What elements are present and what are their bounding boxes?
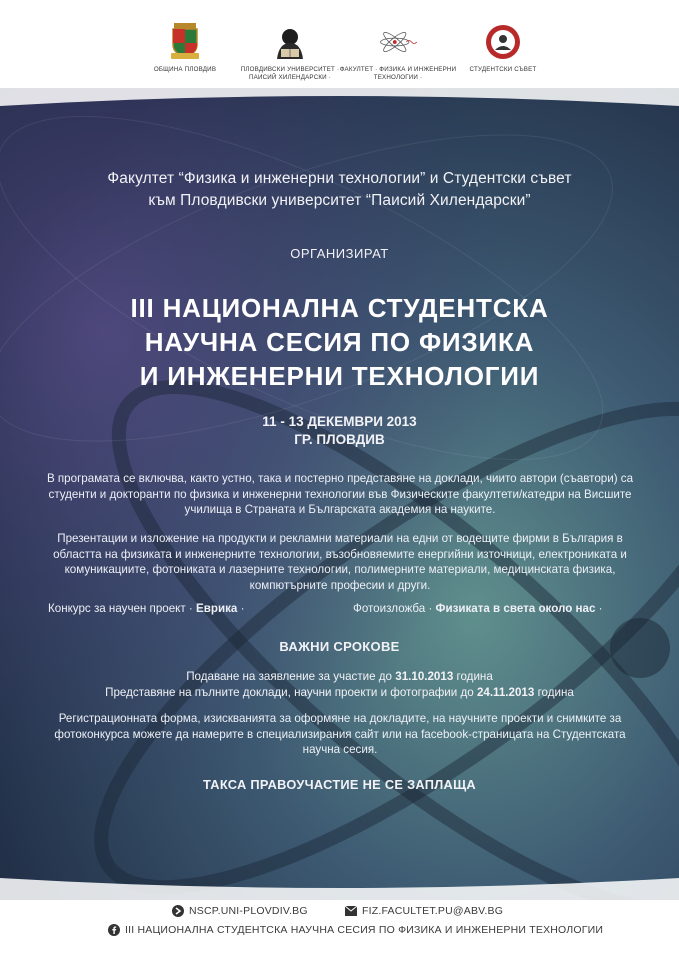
event-dates: [0, 413, 679, 449]
logo-caption: ОБЩИНА ПЛОВДИВ: [153, 66, 217, 73]
title-line1: III НАЦИОНАЛНА СТУДЕНТСКА: [130, 293, 549, 323]
footer: [0, 900, 679, 960]
envelope-icon: [345, 905, 357, 917]
deadlines: [0, 669, 679, 701]
organizers: [0, 168, 679, 212]
university-seal-icon: [270, 22, 310, 62]
header: [0, 0, 679, 100]
deadline-date-2: 24.11.2013: [476, 686, 535, 699]
title-line2: НАУЧНА СЕСИЯ ПО ФИЗИКА: [144, 327, 535, 357]
photo-name: Физиката в света около нас: [435, 602, 596, 615]
student-council-icon: [483, 22, 523, 62]
contest-prefix: Конкурс за научен проект ·: [48, 602, 193, 615]
facebook-text: III НАЦИОНАЛНА СТУДЕНТСКА НАУЧНА СЕСИЯ ПО ФИЗИКА И ИНЖЕНЕРНИ ТЕХНОЛОГИИ: [125, 924, 604, 936]
dates-line1: 11 - 13 ДЕКЕМВРИ 2013: [262, 414, 417, 429]
logo-caption: ПЛОВДИВСКИ УНИВЕРСИТЕТ · ПАИСИЙ ХИЛЕНДАРСКИ ·: [240, 66, 340, 81]
program-paragraph-1: В програмата се включва, както устно, така и постерно представяне на доклади, чиито автори (съавтори) са студенти и докторанти по физика и инженерни технологии във Физическите факултети/катедри на Висшите училища в Страната и Българската академия на науките.: [46, 472, 634, 516]
contest-name: Еврика: [196, 602, 238, 615]
arrow-circle-icon: [172, 905, 184, 917]
email-text: FIZ.FACULTET.PU@ABV.BG: [362, 905, 504, 917]
dates-line2: ГР. ПЛОВДИВ: [294, 432, 385, 447]
email-link[interactable]: [345, 905, 503, 917]
logo-faculty: [338, 22, 458, 82]
logo-university: [230, 22, 350, 82]
logo-municipality: [125, 22, 245, 74]
organizers-line2: към Пловдивски университет “Паисий Хилендарски”: [148, 192, 531, 209]
registration-info: Регистрационната форма, изискванията за оформяне на докладите, на научните проекти и снимките за фотоконкурса можете да намерите в специализирания сайт или на facebook-страницата на Студентската научна сесия.: [54, 712, 626, 756]
deadline-date-1: 31.10.2013: [395, 670, 454, 683]
photo-prefix: Фотоизложба ·: [353, 602, 433, 615]
logo-caption: ФАКУЛТЕТ · ФИЗИКА И ИНЖЕНЕРНИ ТЕХНОЛОГИИ ·: [339, 66, 457, 81]
logo-student-council: [443, 22, 563, 74]
poster: [0, 88, 679, 900]
deadline-line2: Представяне на пълните доклади, научни проекти и фотографии до 24.11.2013 година: [105, 686, 574, 699]
atom-icon: [378, 22, 418, 62]
facebook-link[interactable]: [108, 924, 603, 936]
organize-label: ОРГАНИЗИРАТ: [290, 246, 389, 261]
deadline-line1: Подаване на заявление за участие до 31.10.2013 година: [186, 670, 493, 683]
contest-project: [48, 602, 244, 615]
title-line3: И ИНЖЕНЕРНИ ТЕХНОЛОГИИ: [139, 361, 540, 391]
website-link[interactable]: [172, 905, 308, 917]
contest-suffix: ·: [240, 602, 245, 615]
photo-suffix: ·: [598, 602, 603, 615]
fee-notice: ТАКСА ПРАВОУЧАСТИЕ НЕ СЕ ЗАПЛАЩА: [203, 777, 476, 792]
facebook-icon: [108, 924, 120, 936]
event-title: [0, 291, 679, 393]
logo-caption: СТУДЕНТСКИ СЪВЕТ: [469, 66, 537, 73]
organizers-line1: Факултет “Физика и инженерни технологии” и Студентски съвет: [107, 170, 572, 187]
program-paragraph-2: Презентации и изложение на продукти и рекламни материали на едни от водещите фирми в България в областта на физиката и инженерните технологии, възобновяемите енергийни източници, електрониката и комуникациите, фотониката и лазерните технологии, полимерните материали, медицинската физика, компютърните професии и други.: [53, 532, 627, 592]
deadlines-heading: ВАЖНИ СРОКОВЕ: [279, 639, 400, 654]
contest-photo: [353, 602, 603, 615]
coat-of-arms-icon: [165, 22, 205, 62]
website-text: NSCP.UNI-PLOVDIV.BG: [189, 905, 308, 917]
